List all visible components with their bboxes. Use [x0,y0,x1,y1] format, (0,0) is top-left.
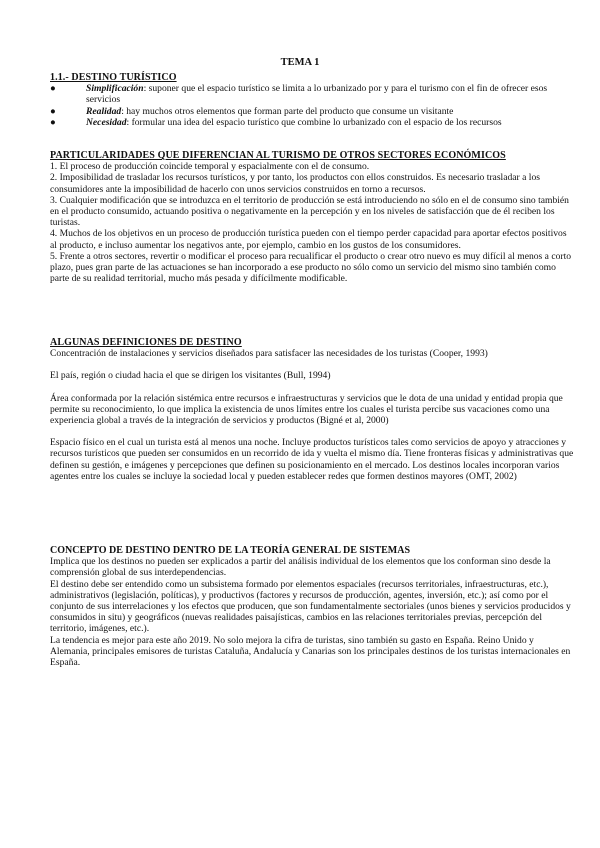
bullet-icon: ● [50,116,56,128]
bullet-text: : formular una idea del espacio turístico que combine lo urbanizado con el espacio de los recursos [126,116,502,128]
section-heading: ALGUNAS DEFINICIONES DE DESTINO [50,337,242,348]
section-teoria-sistemas [50,545,575,668]
bullet-text: : hay muchos otros elementos que forman parte del producto que consume un visitante [121,105,454,117]
bullet-text: : suponer que el espacio turístico se limita a lo urbanizado por y para el turismo con el fin de ofrecer esos servicios [86,83,548,106]
list-item: 4. Muchos de los objetivos en un proceso de producción turística pueden con el tiempo perder capacidad para aportar efectos positivos al producto, e incluso aumentar los negativos ante, por ejemplo, cambio en los gustos de los consumidores. [50,228,567,251]
definition: Concentración de instalaciones y servicios diseñados para satisfacer las necesidades de los turistas (Cooper, 1993) [50,348,488,360]
bullet-item [50,106,575,117]
page-title: TEMA 1 [280,57,320,68]
bullet-item [50,117,575,128]
section-destino-turistico [50,72,575,128]
definition: El país, región o ciudad hacia el que se dirigen los visitantes (Bull, 1994) [50,370,331,382]
list-item: 3. Cualquier modificación que se introduzca en el territorio de producción se está introduciendo no sólo en el de consumo sino también en el producto consumido, actuando positiva o negativamente en la percepción y en los niveles de satisfacción que de él reciben los turistas. [50,194,569,229]
paragraph: La tendencia es mejor para este año 2019. No solo mejora la cifra de turistas, sino también su gasto en España. Reino Unido y Alemania, principales emisores de turistas Cataluña, Andalucía y Canarias son los principales destinos de los turistas internacionales en España. [50,634,571,669]
paragraph: Implica que los destinos no pueden ser explicados a partir del análisis individual de los elementos que los conforman sino desde la comprensión global de sus interdependencias. [50,556,551,579]
list-item: 5. Frente a otros sectores, revertir o modificar el proceso para recualificar el producto o crear otro nuevo es muy difícil al menos a corto plazo, pues gran parte de las actuaciones se han incorporado a ese producto no sólo como un servicio del mismo sino también como parte de su realidad territorial, mucho más pesada y difícilmente modificable. [50,250,572,285]
paragraph: El destino debe ser entendido como un subsistema formado por elementos espaciales (recursos territoriales, infraestructuras, etc.), administrativos (legislación, políticas), y productivos (factores y recursos de producción, agentes, inversión, etc.); así como por el conjunto de sus interrelaciones y los efectos que producen, que son fundamentalmente sectoriales (unos bienes y servicios producidos y consumidos in situ) y geográficos (nuevas realidades paisajísticas, cambios en las relaciones territoriales previas, percepción del territorio, imágenes, etc.). [50,578,571,635]
definition: Área conformada por la relación sistémica entre recursos e infraestructuras y servicios que le dota de una unidad y entidad propia que permite su reconocimiento, lo que implica la existencia de unos límites entre los cuales el turista percibe sus vacaciones como una experiencia global a través de la integración de servicios y productos (Bigné et al, 2000) [50,392,563,427]
list-item: 1. El proceso de producción coincide temporal y espacialmente con el de consumo. [50,161,370,173]
bullet-item [50,83,575,105]
list-item: 2. Imposibilidad de trasladar los recursos turísticos, y por tanto, los productos con ellos construidos. Es necesario trasladar a los consumidores ante la imposibilidad de hacerlo con unos servicios construidos en torno a recursos. [50,172,540,195]
bullet-icon: ● [50,105,56,117]
bullet-icon: ● [50,83,56,95]
section-heading: CONCEPTO DE DESTINO DENTRO DE LA TEORÍA GENERAL DE SISTEMAS [50,545,410,556]
bullet-term: Necesidad [86,116,127,128]
bullet-term: Simplificación [86,83,144,95]
section-heading: PARTICULARIDADES QUE DIFERENCIAN AL TURISMO DE OTROS SECTORES ECONÓMICOS [50,150,506,161]
section-particularidades [50,150,575,284]
bullet-term: Realidad [86,105,122,117]
section-heading: 1.1.- DESTINO TURÍSTICO [50,72,177,83]
definition: Espacio físico en el cual un turista está al menos una noche. Incluye productos turísticos tales como servicios de apoyo y atracciones y recursos turísticos que pueden ser consumidos en un recorrido de ida y vuelta el mismo día. Tiene fronteras físicas y administrativas que definen su gestión, e imágenes y percepciones que definen su posicionamiento en el mercado. Los destinos locales incorporan varios agentes entre los cuales se incluye la sociedad local y pueden establecer redes que formen destinos mayores (OMT, 2002) [50,437,574,482]
section-definiciones [50,337,575,482]
